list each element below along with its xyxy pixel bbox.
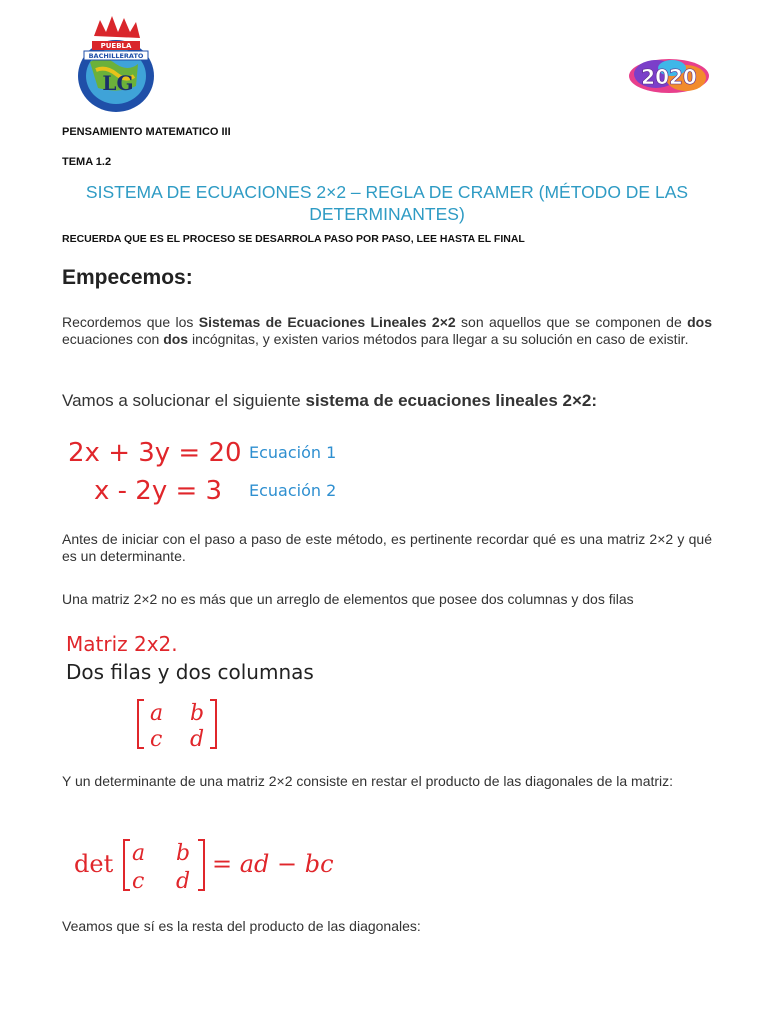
equation-2: x - 2y = 3 xyxy=(94,476,223,506)
reminder-note: RECUERDA QUE ES EL PROCESO SE DESARROLA PASO POR PASO, LEE HASTA EL FINAL xyxy=(62,233,525,245)
matrix-title: Matriz 2x2. xyxy=(66,632,178,656)
matrix-definition-paragraph: Una matriz 2×2 no es más que un arreglo de elementos que posee dos columnas y dos filas xyxy=(62,591,634,607)
det-element-d: d xyxy=(176,869,191,894)
matrix-element-c: c xyxy=(150,727,163,752)
document-title: SISTEMA DE ECUACIONES 2×2 – REGLA DE CRAMER (MÉTODO DE LAS DETERMINANTES) xyxy=(85,182,689,224)
intro-paragraph: Recordemos que los Sistemas de Ecuaciones Lineales 2×2 son aquellos que se componen de dos ecuaciones con dos incógnitas, y existen varios métodos para llegar a su solución en caso de existir. xyxy=(62,314,713,347)
matrix-element-a: a xyxy=(150,701,164,726)
matrix-subtitle: Dos filas y dos columnas xyxy=(66,660,314,684)
diagonals-paragraph: Veamos que sí es la resta del producto de las diagonales: xyxy=(62,918,421,934)
matrix-element-b: b xyxy=(190,701,205,726)
topic-number: TEMA 1.2 xyxy=(62,156,112,168)
year-badge-text: 2020 xyxy=(641,65,697,89)
matrix-intro-paragraph: Antes de iniciar con el paso a paso de este método, es pertinente recordar qué es una matriz 2×2 y qué es un determinante. xyxy=(62,531,712,564)
det-result: = ad − bc xyxy=(212,850,334,878)
logo-top-text: PUEBLA xyxy=(100,42,132,50)
determinant-formula xyxy=(70,832,370,896)
matrix-2x2 xyxy=(130,696,230,752)
det-label: det xyxy=(74,850,114,878)
equation-1: 2x + 3y = 20 xyxy=(68,438,242,468)
determinant-paragraph: Y un determinante de una matriz 2×2 consiste en restar el producto de las diagonales de la matriz: xyxy=(62,773,674,789)
year-badge xyxy=(628,56,710,96)
logo-initials: LG xyxy=(102,71,134,95)
school-logo xyxy=(76,14,156,114)
det-element-b: b xyxy=(176,841,191,866)
course-name: PENSAMIENTO MATEMATICO III xyxy=(62,126,231,138)
matrix-element-d: d xyxy=(190,727,205,752)
solve-paragraph: Vamos a solucionar el siguiente sistema de ecuaciones lineales 2×2: xyxy=(62,391,598,410)
section-heading: Empecemos: xyxy=(62,266,193,289)
det-element-c: c xyxy=(132,869,145,894)
logo-mid-text: BACHILLERATO xyxy=(88,52,144,60)
det-element-a: a xyxy=(132,841,146,866)
equation-1-label: Ecuación 1 xyxy=(249,443,337,462)
equation-2-label: Ecuación 2 xyxy=(249,481,337,500)
